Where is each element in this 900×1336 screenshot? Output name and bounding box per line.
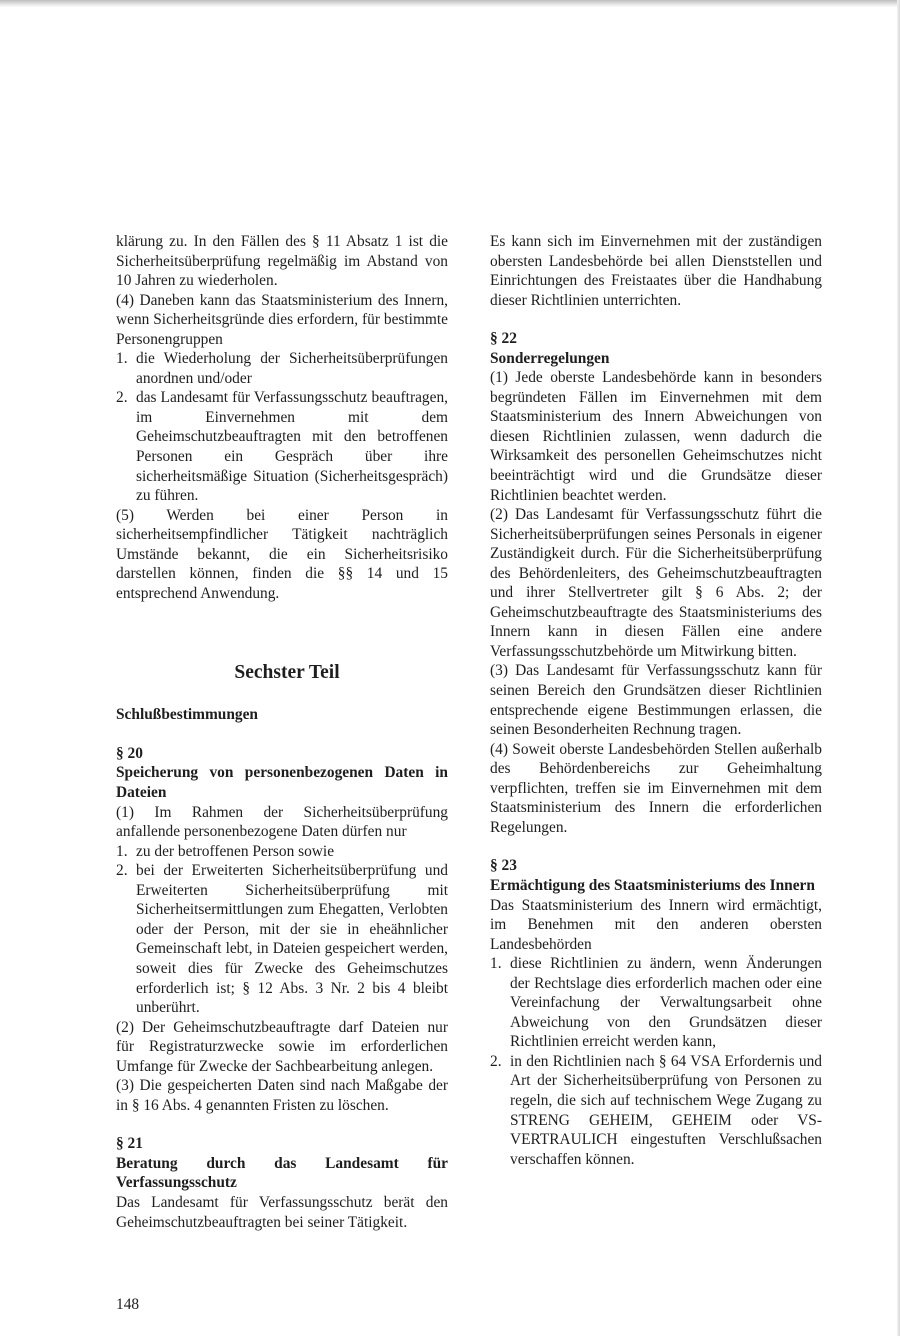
right-column: [490, 232, 822, 1169]
list-measures: [116, 349, 448, 505]
list-item-text: zu der betroffenen Person sowie: [136, 842, 335, 860]
list-item-text: bei der Erweiterten Sicherheitsüberprüfung und Erweiterten Sicherheitsüberprüfung mit Sicherheitsermittlungen zum Ehegatten, Verlobten oder der Person, mit der sie in eheähnlicher Gemeinschaft lebt, in Dateien gespeichert werden, soweit dies für Zwecke des Geheimschutzes erforderlich ist; § 12 Abs. 3 Nr. 2 bis 4 bleibt unberührt.: [136, 862, 448, 1017]
list-item: [116, 842, 448, 862]
part-subtitle: Schlußbestimmungen: [116, 706, 258, 724]
section-20-paragraph-3: (3) Die gespeicherten Daten sind nach Maßgabe der in § 16 Abs. 4 genannten Fristen zu löschen.: [116, 1077, 448, 1114]
list-item-number: 1.: [116, 842, 128, 860]
paragraph-continuation: Es kann sich im Einvernehmen mit der zuständigen obersten Landesbehörde bei allen Dienststellen und Einrichtungen des Freistaates über die Handhabung dieser Richtlinien unterrichten.: [490, 233, 822, 309]
section-23-number: § 23: [490, 857, 517, 875]
section-22-number: § 22: [490, 330, 517, 348]
list-item-text: die Wiederholung der Sicherheitsüberprüfungen anordnen und/oder: [136, 350, 448, 387]
section-21-title: Beratung durch das Landesamt für Verfassungsschutz: [116, 1154, 448, 1192]
list-item-number: 1.: [490, 955, 502, 973]
section-22-paragraph-4: (4) Soweit oberste Landesbehörden Stellen außerhalb des Behördenbereichs zur Geheimhaltung verpflichten, treffen sie im Einvernehmen mit dem Staatsministerium des Innern die erforderlichen Regelungen.: [490, 740, 822, 836]
list-item: [490, 954, 822, 1052]
part-title: Sechster Teil: [234, 662, 340, 684]
section-22-title: Sonderregelungen: [490, 349, 610, 367]
list-item: [116, 388, 448, 505]
left-column: [116, 232, 448, 1232]
section-20-paragraph-1: (1) Im Rahmen der Sicherheitsüberprüfung anfallende personenbezogene Daten dürfen nur: [116, 803, 448, 841]
section-23-title: Ermächtigung des Staatsministeriums des Innern: [490, 876, 815, 894]
list-item-number: 1.: [116, 350, 128, 368]
list-item-text: in den Richtlinien nach § 64 VSA Erfordernis und Art der Sicherheitsüberprüfung von Personen zu regeln, die sich auf technischem Wege Zugang zu STRENG GEHEIM, GEHEIM oder VS-VERTRAULICH eingestuften Verschlußsachen verschaffen können.: [510, 1052, 822, 1168]
section-22-paragraph-3: (3) Das Landesamt für Verfassungsschutz kann für seinen Bereich den Grundsätzen dieser Richtlinien entsprechende eigene Bestimmungen erlassen, die seinen Besonderheiten Rechnung tragen.: [490, 662, 822, 739]
list-item-number: 2.: [116, 862, 128, 880]
section-20-title: Speicherung von personenbezogenen Daten in Dateien: [116, 764, 448, 802]
list-item-number: 2.: [490, 1052, 502, 1070]
section-20-number: § 20: [116, 744, 143, 762]
paragraph-4: (4) Daneben kann das Staatsministerium des Innern, wenn Sicherheitsgründe dies erfordern, für bestimmte Personengruppen: [116, 291, 448, 348]
list-item: [116, 349, 448, 388]
list-storage: [116, 842, 448, 1018]
section-21-number: § 21: [116, 1135, 143, 1153]
list-authorization: [490, 954, 822, 1169]
section-23-paragraph-1: Das Staatsministerium des Innern wird ermächtigt, im Benehmen mit den anderen obersten Landesbehörden: [490, 896, 822, 953]
list-item-text: das Landesamt für Verfassungsschutz beauftragen, im Einvernehmen mit dem Geheimschutzbeauftragten mit den betroffenen Personen ein Gespräch über ihre sicherheitsmäßige Situation (Sicherheitsgespräch) zu führen.: [136, 389, 448, 505]
list-item-text: diese Richtlinien zu ändern, wenn Änderungen der Rechtslage dies erforderlich machen oder eine Vereinfachung der Verwaltungsarbeit ohne Abweichung von den Grundsätzen dieser Richtlinien erreicht werden kann,: [510, 955, 822, 1051]
section-22-paragraph-1: (1) Jede oberste Landesbehörde kann in besonders begründeten Fällen im Einvernehmen mit dem Staatsministerium des Innern Abweichungen von diesen Richtlinien zulassen, wenn dadurch die Wirksamkeit des personellen Geheimschutzes nicht beeinträchtigt wird und die Grundsätze dieser Richtlinien beachtet werden.: [490, 369, 822, 504]
paragraph-5: (5) Werden bei einer Person in sicherheitsempfindlicher Tätigkeit nachträglich Umstände bekannt, die ein Sicherheitsrisiko darstellen können, finden die §§ 14 und 15 entsprechend Anwendung.: [116, 506, 448, 602]
section-20-paragraph-2: (2) Der Geheimschutzbeauftragte darf Dateien nur für Registraturzwecke sowie im erforderlichen Umfange für Zwecke der Sachbearbeitung anlegen.: [116, 1018, 448, 1075]
list-item: [490, 1052, 822, 1169]
paragraph-continuation: klärung zu. In den Fällen des § 11 Absatz 1 ist die Sicherheitsüberprüfung regelmäßig im Abstand von 10 Jahren zu wiederholen.: [116, 233, 448, 290]
page-number: 148: [116, 1296, 140, 1313]
section-22-paragraph-2: (2) Das Landesamt für Verfassungsschutz führt die Sicherheitsüberprüfungen seines Personals in eigener Zuständigkeit durch. Für die Sicherheitsüberprüfung des Behördenleiters, des Geheimschutzbeauftragten und ihrer Stellvertreter gilt § 6 Abs. 2; der Geheimschutzbeauftragte des Staatsministeriums des Innern kann in diesen Fällen eine andere Verfassungsschutzbehörde um Mitwirkung bitten.: [490, 506, 822, 660]
scan-edge-top: [0, 0, 900, 7]
list-item: [116, 861, 448, 1017]
section-21-paragraph-1: Das Landesamt für Verfassungsschutz berät den Geheimschutzbeauftragten bei seiner Tätigkeit.: [116, 1193, 448, 1231]
list-item-number: 2.: [116, 389, 128, 407]
